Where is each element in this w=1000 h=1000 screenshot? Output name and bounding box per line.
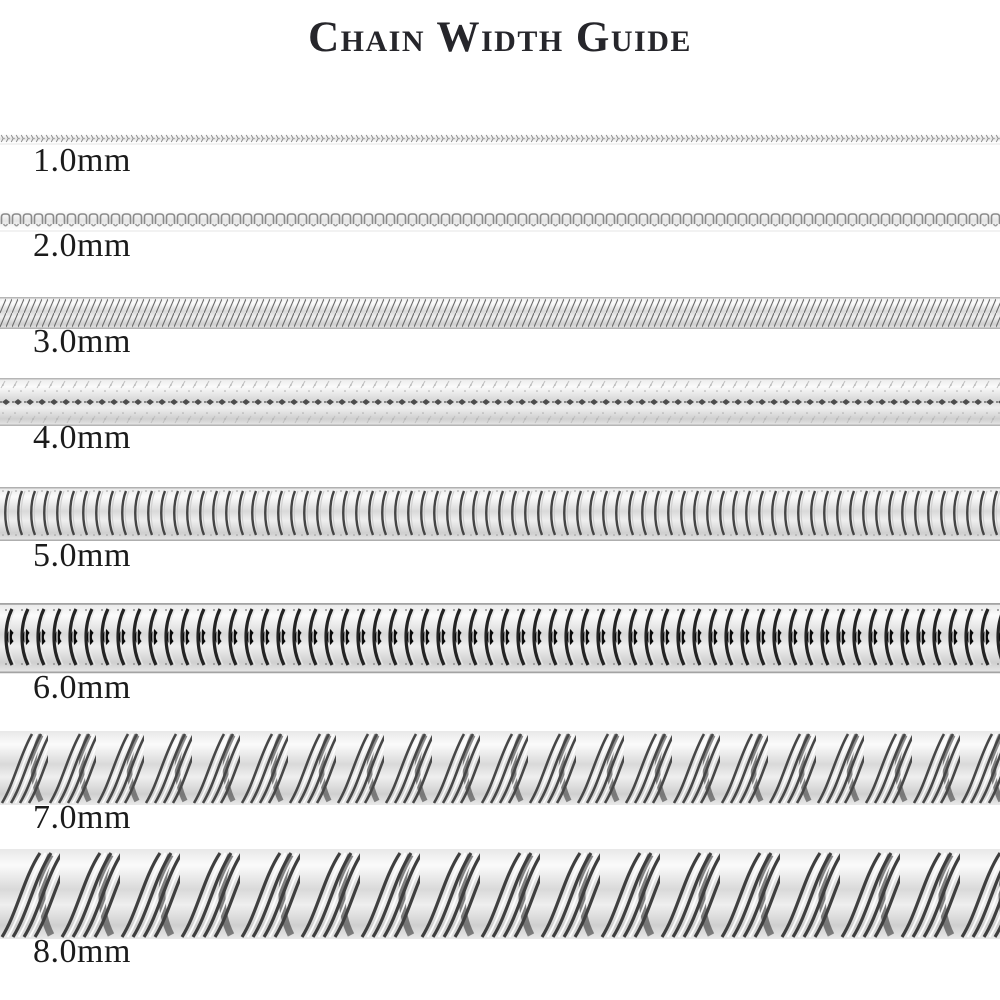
chain-image-8mm [0, 847, 1000, 941]
chain-image-2mm [0, 206, 1000, 234]
chain-size-label-6mm: 6.0mm [33, 669, 131, 706]
chain-size-label-1mm: 1.0mm [33, 142, 131, 179]
chain-image-3mm [0, 294, 1000, 332]
chain-image-6mm [0, 601, 1000, 675]
chain-size-label-7mm: 7.0mm [33, 799, 131, 836]
chain-image-5mm [0, 485, 1000, 543]
chain-size-label-2mm: 2.0mm [33, 227, 131, 264]
chain-size-label-5mm: 5.0mm [33, 537, 131, 574]
page-title: Chain Width Guide [308, 14, 692, 61]
chain-image-7mm [0, 729, 1000, 807]
chain-size-label-8mm: 8.0mm [33, 933, 131, 970]
chain-image-4mm [0, 376, 1000, 428]
chain-size-label-3mm: 3.0mm [33, 323, 131, 360]
chain-image-1mm [0, 130, 1000, 146]
chain-size-label-4mm: 4.0mm [33, 419, 131, 456]
